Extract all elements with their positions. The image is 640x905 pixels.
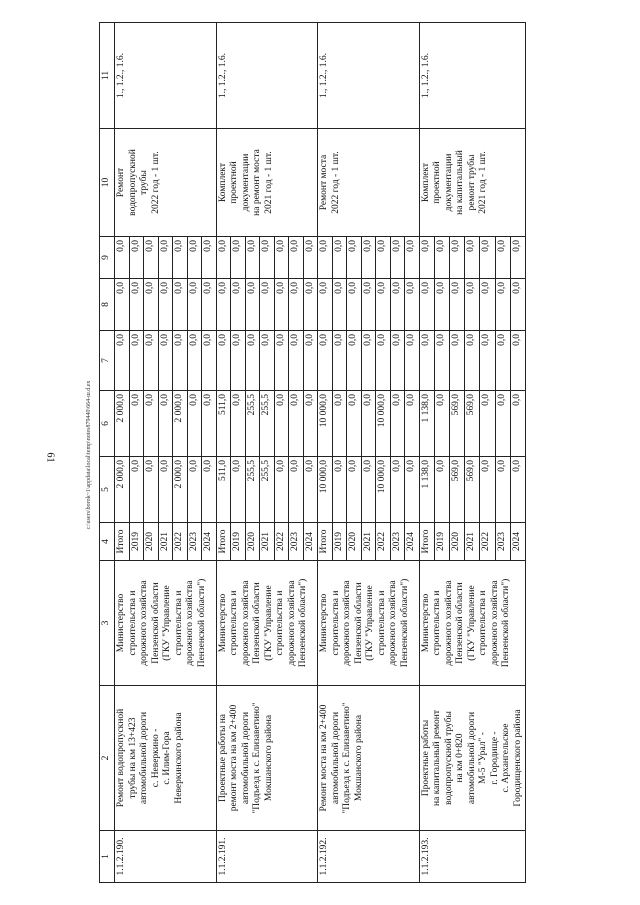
regional-budget-cell: 0,0 — [495, 391, 510, 457]
local-budget-cell: 0,0 — [434, 279, 449, 331]
column-header: 4 — [100, 523, 115, 561]
regional-budget-cell: 0,0 — [289, 391, 304, 457]
extrabudgetary-cell: 0,0 — [274, 237, 289, 279]
year-cell: 2022 — [173, 523, 188, 561]
federal-budget-cell: 0,0 — [231, 331, 246, 391]
local-budget-cell: 0,0 — [231, 279, 246, 331]
local-budget-cell: 0,0 — [318, 279, 333, 331]
federal-budget-cell: 0,0 — [274, 331, 289, 391]
regional-budget-cell: 0,0 — [187, 391, 202, 457]
table-row — [216, 23, 231, 883]
year-cell: 2023 — [495, 523, 510, 561]
federal-budget-cell: 0,0 — [216, 331, 231, 391]
local-budget-cell: 0,0 — [449, 279, 464, 331]
local-budget-cell: 0,0 — [419, 279, 434, 331]
total-amount-cell: 0,0 — [405, 457, 420, 523]
year-cell: 2024 — [303, 523, 318, 561]
total-amount-cell: 0,0 — [480, 457, 495, 523]
federal-budget-cell: 0,0 — [144, 331, 159, 391]
total-amount-cell: 0,0 — [274, 457, 289, 523]
regional-budget-cell: 255,5 — [260, 391, 275, 457]
row-id-cell: 1.1.2.192. — [318, 831, 420, 883]
total-amount-cell: 2 000,0 — [173, 457, 188, 523]
regional-budget-cell: 0,0 — [434, 391, 449, 457]
year-cell: 2019 — [129, 523, 144, 561]
regional-budget-cell: 0,0 — [274, 391, 289, 457]
federal-budget-cell: 0,0 — [480, 331, 495, 391]
measure-name-cell: Проектные работы на ремонт моста на км 2+400 автомобильной дороги "Подъезд к с. Елизаветино" Мокшанского района — [216, 686, 318, 831]
year-cell: Итого — [419, 523, 434, 561]
regional-budget-cell: 0,0 — [332, 391, 347, 457]
year-cell: 2020 — [347, 523, 362, 561]
page-number: 61 — [44, 452, 56, 463]
local-budget-cell: 0,0 — [495, 279, 510, 331]
total-amount-cell: 569,0 — [449, 457, 464, 523]
extrabudgetary-cell: 0,0 — [390, 237, 405, 279]
federal-budget-cell: 0,0 — [158, 331, 173, 391]
year-cell: 2024 — [405, 523, 420, 561]
total-amount-cell: 0,0 — [187, 457, 202, 523]
executor-cell: Министерство строительства и дорожного хозяйства Пензенской области (ГКУ "Управление строительства и дорожного хозяйства Пензенской области") — [115, 561, 217, 686]
total-amount-cell: 10 000,0 — [318, 457, 333, 523]
regional-budget-cell: 0,0 — [129, 391, 144, 457]
extrabudgetary-cell: 0,0 — [318, 237, 333, 279]
federal-budget-cell: 0,0 — [510, 331, 525, 391]
local-budget-cell: 0,0 — [289, 279, 304, 331]
result-cell: Ремонт водопропускной трубы 2022 год - 1 шт. — [115, 129, 217, 237]
total-amount-cell: 0,0 — [332, 457, 347, 523]
rotated-table-sheet — [99, 23, 571, 883]
total-amount-cell: 0,0 — [158, 457, 173, 523]
table-row — [419, 23, 434, 883]
indicators-cell: 1., 1.2., 1.6. — [419, 23, 526, 129]
indicators-cell: 1., 1.2., 1.6. — [318, 23, 420, 129]
year-cell: 2020 — [449, 523, 464, 561]
local-budget-cell: 0,0 — [303, 279, 318, 331]
federal-budget-cell: 0,0 — [187, 331, 202, 391]
year-cell: 2020 — [144, 523, 159, 561]
column-header: 8 — [100, 279, 115, 331]
local-budget-cell: 0,0 — [129, 279, 144, 331]
federal-budget-cell: 0,0 — [115, 331, 130, 391]
local-budget-cell: 0,0 — [115, 279, 130, 331]
regional-budget-cell: 0,0 — [510, 391, 525, 457]
local-budget-cell: 0,0 — [187, 279, 202, 331]
local-budget-cell: 0,0 — [216, 279, 231, 331]
year-cell: Итого — [318, 523, 333, 561]
local-budget-cell: 0,0 — [173, 279, 188, 331]
extrabudgetary-cell: 0,0 — [449, 237, 464, 279]
local-budget-cell: 0,0 — [202, 279, 217, 331]
local-budget-cell: 0,0 — [245, 279, 260, 331]
regional-budget-cell: 0,0 — [303, 391, 318, 457]
year-cell: 2023 — [390, 523, 405, 561]
column-header: 1 — [100, 831, 115, 883]
regional-budget-cell: 0,0 — [405, 391, 420, 457]
year-cell: 2021 — [158, 523, 173, 561]
federal-budget-cell: 0,0 — [303, 331, 318, 391]
extrabudgetary-cell: 0,0 — [115, 237, 130, 279]
regional-budget-cell: 511,0 — [216, 391, 231, 457]
year-cell: 2023 — [289, 523, 304, 561]
year-cell: 2019 — [434, 523, 449, 561]
regional-budget-cell: 255,5 — [245, 391, 260, 457]
column-number-row — [100, 23, 115, 883]
federal-budget-cell: 0,0 — [495, 331, 510, 391]
federal-budget-cell: 0,0 — [405, 331, 420, 391]
total-amount-cell: 0,0 — [434, 457, 449, 523]
total-amount-cell: 0,0 — [289, 457, 304, 523]
column-header: 6 — [100, 391, 115, 457]
indicators-cell: 1., 1.2., 1.6. — [115, 23, 217, 129]
regional-budget-cell: 0,0 — [144, 391, 159, 457]
federal-budget-cell: 0,0 — [419, 331, 434, 391]
regional-budget-cell: 569,0 — [465, 391, 480, 457]
extrabudgetary-cell: 0,0 — [376, 237, 391, 279]
federal-budget-cell: 0,0 — [449, 331, 464, 391]
federal-budget-cell: 0,0 — [173, 331, 188, 391]
extrabudgetary-cell: 0,0 — [144, 237, 159, 279]
regional-budget-cell: 2 000,0 — [115, 391, 130, 457]
year-cell: 2022 — [376, 523, 391, 561]
local-budget-cell: 0,0 — [376, 279, 391, 331]
extrabudgetary-cell: 0,0 — [419, 237, 434, 279]
total-amount-cell: 2 000,0 — [115, 457, 130, 523]
row-id-cell: 1.1.2.193. — [419, 831, 526, 883]
total-amount-cell: 1 138,0 — [419, 457, 434, 523]
federal-budget-cell: 0,0 — [260, 331, 275, 391]
year-cell: 2024 — [202, 523, 217, 561]
total-amount-cell: 0,0 — [347, 457, 362, 523]
measure-name-cell: Проектные работы на капитальный ремонт водопропускной трубы на км 0+820 автомобильной дороги М-5 "Урал" - г. Городище - с. Архангельское Городищенского района — [419, 686, 526, 831]
table-row — [115, 23, 130, 883]
measure-name-cell: Ремонт водопропускной трубы на км 13+423 автомобильной дороги с. Неверкино - с. Илим-Гора Неверкинского района — [115, 686, 217, 831]
local-budget-cell: 0,0 — [332, 279, 347, 331]
regional-budget-cell: 2 000,0 — [173, 391, 188, 457]
program-table — [99, 22, 526, 883]
indicators-cell: 1., 1.2., 1.6. — [216, 23, 318, 129]
year-cell: 2019 — [332, 523, 347, 561]
local-budget-cell: 0,0 — [465, 279, 480, 331]
regional-budget-cell: 0,0 — [390, 391, 405, 457]
total-amount-cell: 0,0 — [144, 457, 159, 523]
regional-budget-cell: 10 000,0 — [376, 391, 391, 457]
regional-budget-cell: 0,0 — [202, 391, 217, 457]
total-amount-cell: 0,0 — [510, 457, 525, 523]
table-body — [115, 23, 526, 883]
row-id-cell: 1.1.2.190. — [115, 831, 217, 883]
federal-budget-cell: 0,0 — [390, 331, 405, 391]
year-cell: 2021 — [465, 523, 480, 561]
extrabudgetary-cell: 0,0 — [289, 237, 304, 279]
local-budget-cell: 0,0 — [144, 279, 159, 331]
file-path-footer: c:\users\borok~1\appdata\local\temp\notes879440\664-ш.d.ex — [86, 380, 92, 530]
extrabudgetary-cell: 0,0 — [465, 237, 480, 279]
federal-budget-cell: 0,0 — [347, 331, 362, 391]
federal-budget-cell: 0,0 — [361, 331, 376, 391]
year-cell: 2021 — [361, 523, 376, 561]
result-cell: Ремонт моста 2022 год - 1 шт. — [318, 129, 420, 237]
regional-budget-cell: 0,0 — [361, 391, 376, 457]
total-amount-cell: 0,0 — [129, 457, 144, 523]
regional-budget-cell: 10 000,0 — [318, 391, 333, 457]
federal-budget-cell: 0,0 — [129, 331, 144, 391]
regional-budget-cell: 0,0 — [231, 391, 246, 457]
measure-name-cell: Ремонт моста на км 2+400 автомобильной дороги "Подъезд к с. Елизаветино" Мокшанского района — [318, 686, 420, 831]
year-cell: Итого — [216, 523, 231, 561]
regional-budget-cell: 0,0 — [347, 391, 362, 457]
local-budget-cell: 0,0 — [480, 279, 495, 331]
column-header: 3 — [100, 561, 115, 686]
federal-budget-cell: 0,0 — [332, 331, 347, 391]
local-budget-cell: 0,0 — [158, 279, 173, 331]
local-budget-cell: 0,0 — [510, 279, 525, 331]
federal-budget-cell: 0,0 — [434, 331, 449, 391]
extrabudgetary-cell: 0,0 — [405, 237, 420, 279]
column-header: 2 — [100, 686, 115, 831]
rotated-page-area — [99, 23, 571, 883]
total-amount-cell: 569,0 — [465, 457, 480, 523]
extrabudgetary-cell: 0,0 — [434, 237, 449, 279]
executor-cell: Министерство строительства и дорожного хозяйства Пензенской области (ГКУ "Управление строительства и дорожного хозяйства Пензенской области") — [419, 561, 526, 686]
federal-budget-cell: 0,0 — [202, 331, 217, 391]
extrabudgetary-cell: 0,0 — [187, 237, 202, 279]
federal-budget-cell: 0,0 — [376, 331, 391, 391]
table-row — [318, 23, 333, 883]
extrabudgetary-cell: 0,0 — [129, 237, 144, 279]
local-budget-cell: 0,0 — [260, 279, 275, 331]
regional-budget-cell: 0,0 — [480, 391, 495, 457]
local-budget-cell: 0,0 — [361, 279, 376, 331]
extrabudgetary-cell: 0,0 — [245, 237, 260, 279]
result-cell: Комплект проектной документации на ремонт моста 2021 год - 1 шт. — [216, 129, 318, 237]
total-amount-cell: 10 000,0 — [376, 457, 391, 523]
extrabudgetary-cell: 0,0 — [495, 237, 510, 279]
extrabudgetary-cell: 0,0 — [361, 237, 376, 279]
extrabudgetary-cell: 0,0 — [216, 237, 231, 279]
total-amount-cell: 0,0 — [495, 457, 510, 523]
total-amount-cell: 511,0 — [216, 457, 231, 523]
total-amount-cell: 255,5 — [260, 457, 275, 523]
extrabudgetary-cell: 0,0 — [173, 237, 188, 279]
year-cell: Итого — [115, 523, 130, 561]
year-cell: 2023 — [187, 523, 202, 561]
extrabudgetary-cell: 0,0 — [480, 237, 495, 279]
year-cell: 2020 — [245, 523, 260, 561]
extrabudgetary-cell: 0,0 — [510, 237, 525, 279]
total-amount-cell: 0,0 — [202, 457, 217, 523]
column-header: 5 — [100, 457, 115, 523]
column-header: 11 — [100, 23, 115, 129]
column-header: 9 — [100, 237, 115, 279]
federal-budget-cell: 0,0 — [245, 331, 260, 391]
result-cell: Комплект проектной документации на капитальный ремонт трубы 2021 год - 1 шт. — [419, 129, 526, 237]
extrabudgetary-cell: 0,0 — [260, 237, 275, 279]
local-budget-cell: 0,0 — [405, 279, 420, 331]
regional-budget-cell: 569,0 — [449, 391, 464, 457]
federal-budget-cell: 0,0 — [465, 331, 480, 391]
total-amount-cell: 0,0 — [303, 457, 318, 523]
local-budget-cell: 0,0 — [347, 279, 362, 331]
local-budget-cell: 0,0 — [390, 279, 405, 331]
year-cell: 2019 — [231, 523, 246, 561]
regional-budget-cell: 1 138,0 — [419, 391, 434, 457]
year-cell: 2022 — [274, 523, 289, 561]
total-amount-cell: 0,0 — [390, 457, 405, 523]
total-amount-cell: 255,5 — [245, 457, 260, 523]
column-header: 10 — [100, 129, 115, 237]
federal-budget-cell: 0,0 — [289, 331, 304, 391]
regional-budget-cell: 0,0 — [158, 391, 173, 457]
federal-budget-cell: 0,0 — [318, 331, 333, 391]
extrabudgetary-cell: 0,0 — [202, 237, 217, 279]
extrabudgetary-cell: 0,0 — [303, 237, 318, 279]
extrabudgetary-cell: 0,0 — [158, 237, 173, 279]
extrabudgetary-cell: 0,0 — [347, 237, 362, 279]
column-header: 7 — [100, 331, 115, 391]
extrabudgetary-cell: 0,0 — [332, 237, 347, 279]
local-budget-cell: 0,0 — [274, 279, 289, 331]
total-amount-cell: 0,0 — [231, 457, 246, 523]
executor-cell: Министерство строительства и дорожного хозяйства Пензенской области (ГКУ "Управление строительства и дорожного хозяйства Пензенской области") — [318, 561, 420, 686]
row-id-cell: 1.1.2.191. — [216, 831, 318, 883]
extrabudgetary-cell: 0,0 — [231, 237, 246, 279]
total-amount-cell: 0,0 — [361, 457, 376, 523]
year-cell: 2022 — [480, 523, 495, 561]
executor-cell: Министерство строительства и дорожного хозяйства Пензенской области (ГКУ "Управление строительства и дорожного хозяйства Пензенской области") — [216, 561, 318, 686]
year-cell: 2024 — [510, 523, 525, 561]
year-cell: 2021 — [260, 523, 275, 561]
